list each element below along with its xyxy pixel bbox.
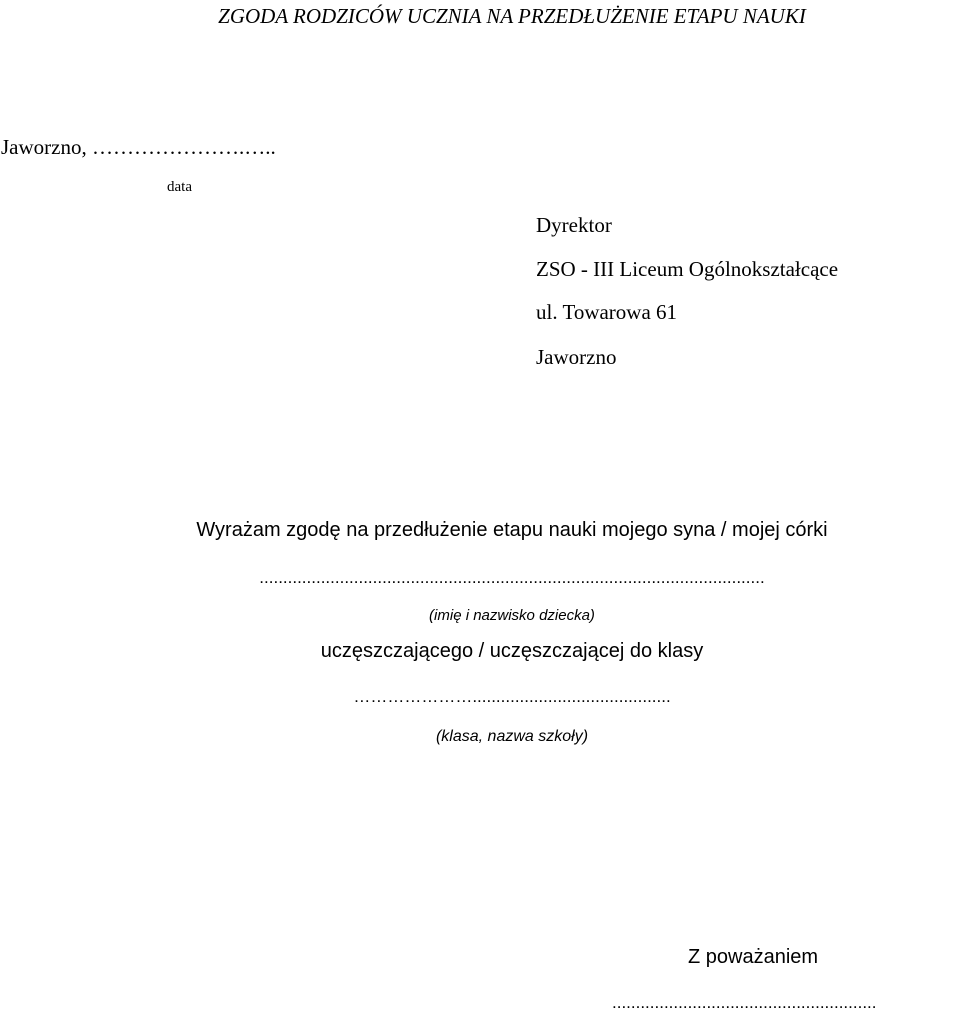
- child-name-field: ...........................................................................................................: [259, 568, 765, 587]
- document-title: ZGODA RODZICÓW UCZNIA NA PRZEDŁUŻENIE ETAPU NAUKI: [218, 4, 806, 28]
- class-school-caption: (klasa, nazwa szkoły): [435, 728, 589, 745]
- date-caption: data: [167, 179, 192, 195]
- recipient-line-1: Dyrektor: [536, 213, 612, 237]
- child-name-caption: (imię i nazwisko dziecka): [429, 607, 595, 624]
- place-date-line: Jaworzno, ………………….…..: [1, 135, 276, 159]
- signature-field: ........................................................: [612, 993, 877, 1012]
- closing-regards: Z poważaniem: [688, 946, 819, 968]
- consent-statement: Wyrażam zgodę na przedłużenie etapu nauki mojego syna / mojej córki: [196, 519, 828, 541]
- recipient-line-3: ul. Towarowa 61: [536, 300, 678, 324]
- recipient-line-2: ZSO - III Liceum Ogólnokształcące: [536, 257, 839, 281]
- class-school-field: …………………..........................................: [353, 687, 671, 706]
- attending-class-text: uczęszczającego / uczęszczającej do klasy: [320, 640, 704, 662]
- recipient-line-4: Jaworzno: [536, 345, 617, 369]
